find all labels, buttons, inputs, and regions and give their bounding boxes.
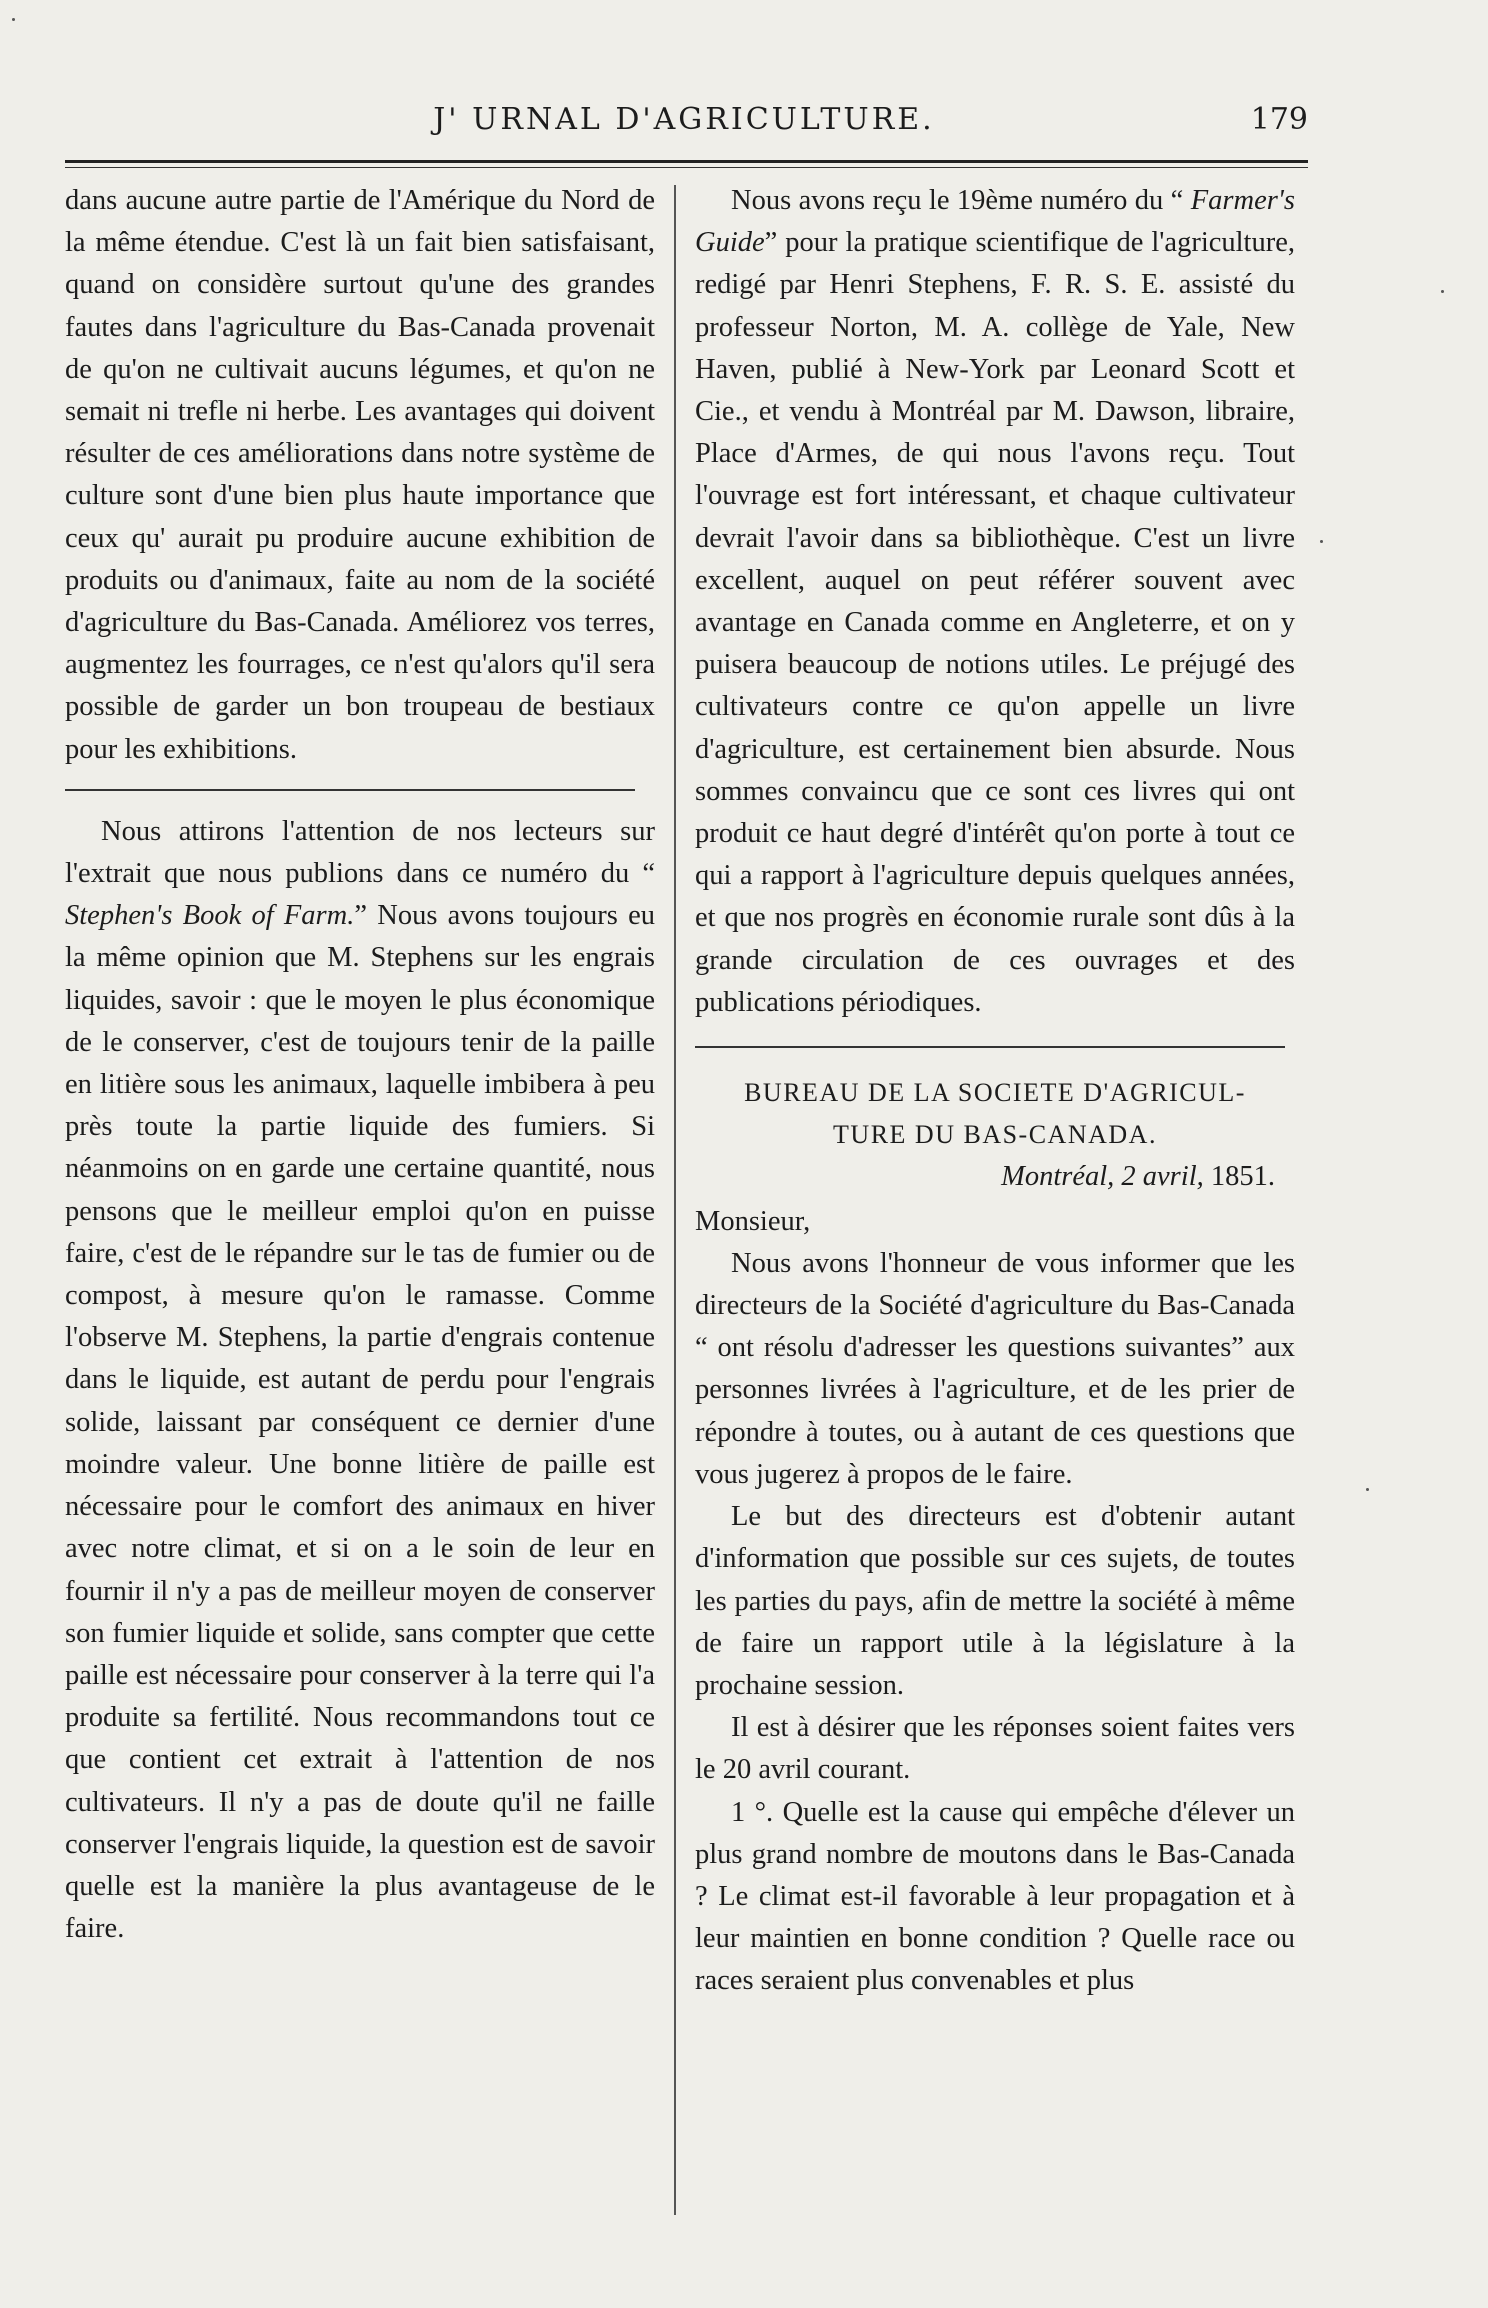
- print-speck: [1441, 290, 1444, 293]
- left-paragraph-1: dans aucune autre partie de l'Amérique du Nord de la même étendue. C'est là un fait bien satisfaisant, quand on considère surtout qu'une des grandes fautes dans l'agriculture du Bas-Canada provenait de qu'on ne cultivait aucuns légumes, et qu'on ne semait ni trefle ni herbe. Les avantages qui doivent résulter de ces améliorations dans notre système de culture sont d'une bien plus haute importance que ceux qu' aurait pu produire aucune exhibition de produits ou d'animaux, faite au nom de la société d'agriculture du Bas-Canada. Améliorez vos terres, augmentez les fourrages, ce n'est qu'alors qu'il sera possible de garder un bon troupeau de bestiaux pour les exhibitions.: [65, 185, 655, 765]
- page-number: 179: [1250, 102, 1308, 137]
- letter-paragraph-4: 1 °. Quelle est la cause qui empêche d'élever un plus grand nombre de moutons dans le Bas-Canada ? Le climat est-il favorable à leur propagation et à leur maintien en bonne condition ? Quelle race ou races seraient plus convenables et plus: [695, 1796, 1295, 1997]
- section-divider: [695, 1046, 1285, 1048]
- book-title-stephens: Stephen's Book of Farm.: [65, 900, 355, 932]
- print-speck: [12, 18, 15, 21]
- section-heading-line-1: BUREAU DE LA SOCIETE D'AGRICUL-: [744, 1078, 1246, 1108]
- salutation: Monsieur,: [695, 1205, 811, 1237]
- header-rule: [65, 160, 1308, 163]
- dateline: [695, 1156, 1295, 1198]
- page-header: [60, 96, 1308, 146]
- dateline-place-date: Montréal, 2 avril,: [1001, 1161, 1204, 1193]
- running-title: J' URNAL D'AGRICULTURE.: [433, 102, 935, 137]
- left-column: [65, 180, 655, 1950]
- print-speck: [1320, 540, 1323, 543]
- letter-paragraph-2: Le but des directeurs est d'obtenir autant d'information que possible sur ces sujets, de toutes les parties du pays, afin de mettre la société à même de faire un rapport utile à la législature à la prochaine session.: [695, 1501, 1295, 1701]
- column-separator: [674, 185, 676, 2215]
- print-speck: [1366, 1488, 1369, 1491]
- right-column: [695, 180, 1295, 2003]
- left-paragraph-2-body: ” Nous avons toujours eu la même opinion que M. Stephens sur les engrais liquides, savoir : que le moyen le plus économique de le conserver, c'est de toujours tenir de la paille en litière sous les animaux, laquelle imbibera à peu près toute la partie liquide des fumiers. Si néanmoins on en garde une certaine quantité, nous pensons que le meilleur emploi qu'on en puisse faire, c'est de le répandre sur le tas de fumier ou de compost, à mesure qu'on le ramasse. Comme l'observe M. Stephens, la partie d'engrais contenue dans le liquide, est autant de perdu pour l'engrais solide, laissant par conséquent ce dernier d'une moindre valeur. Une bonne litière de paille est nécessaire pour le comfort des animaux en hiver avec notre climat, et si on a le soin de leur en fournir il n'y a pas de meilleur moyen de conserver son fumier liquide et solide, sans compter que cette paille est nécessaire pour conserver à la terre qui l'a produite sa fertilité. Nous recommandons tout ce que contient cet extrait à l'attention de nos cultivateurs. Il n'y a pas de doute qu'il ne faille conserver l'engrais liquide, la question est de savoir quelle est la manière la plus avantageuse de le faire.: [65, 900, 655, 1945]
- right-paragraph-1: [695, 180, 1295, 1024]
- book-title-farmers-guide: Farmer's Guide: [695, 185, 1295, 259]
- header-rule-thin: [65, 167, 1308, 168]
- section-heading-line-2: TURE DU BAS-CANADA.: [833, 1120, 1157, 1150]
- letter-paragraph-3: Il est à désirer que les réponses soient faites vers le 20 avril courant.: [695, 1712, 1295, 1786]
- left-paragraph-2-lead: Nous attirons l'attention de nos lecteurs sur l'extrait que nous publions dans ce numéro du “: [65, 815, 655, 890]
- letter-paragraph-1: Nous avons l'honneur de vous informer que les directeurs de la Société d'agriculture du Bas-Canada “ ont résolu d'adresser les questions suivantes” aux personnes livrées à l'agriculture, et de les prier de répondre à toutes, ou à autant de ces questions que vous jugerez à propos de le faire.: [695, 1247, 1295, 1490]
- right-paragraph-1-body: ” pour la pratique scientifique de l'agriculture, redigé par Henri Stephens, F. R. S. E. assisté du professeur Norton, M. A. collège de Yale, New Haven, publié à New-York par Leonard Scott et Cie., et vendu à Montréal par M. Dawson, libraire, Place d'Armes, de qui nous l'avons reçu. Tout l'ouvrage est fort intéressant, et chaque cultivateur devrait l'avoir dans sa bibliothèque. C'est un livre excellent, auquel on peut référer souvent avec avantage en Canada comme en Angleterre, et on y puisera beaucoup de notions utiles. Le préjugé des cultivateurs contre ce qu'on appelle un livre d'agriculture, est certainement bien absurde. Nous sommes convaincu que ce sont ces livres qui ont produit ce haut degré d'intérêt qu'on porte à tout ce qui a rapport à l'agriculture depuis quelques années, et que nos progrès en économie rurale sont dûs à la grande circulation de ces ouvrages et des publications périodiques.: [695, 227, 1295, 1018]
- section-divider: [65, 789, 635, 791]
- right-paragraph-1-lead: Nous avons reçu le 19ème numéro du “: [731, 185, 1191, 216]
- dateline-year: 1851.: [1210, 1161, 1275, 1193]
- left-paragraph-2: [65, 811, 655, 1950]
